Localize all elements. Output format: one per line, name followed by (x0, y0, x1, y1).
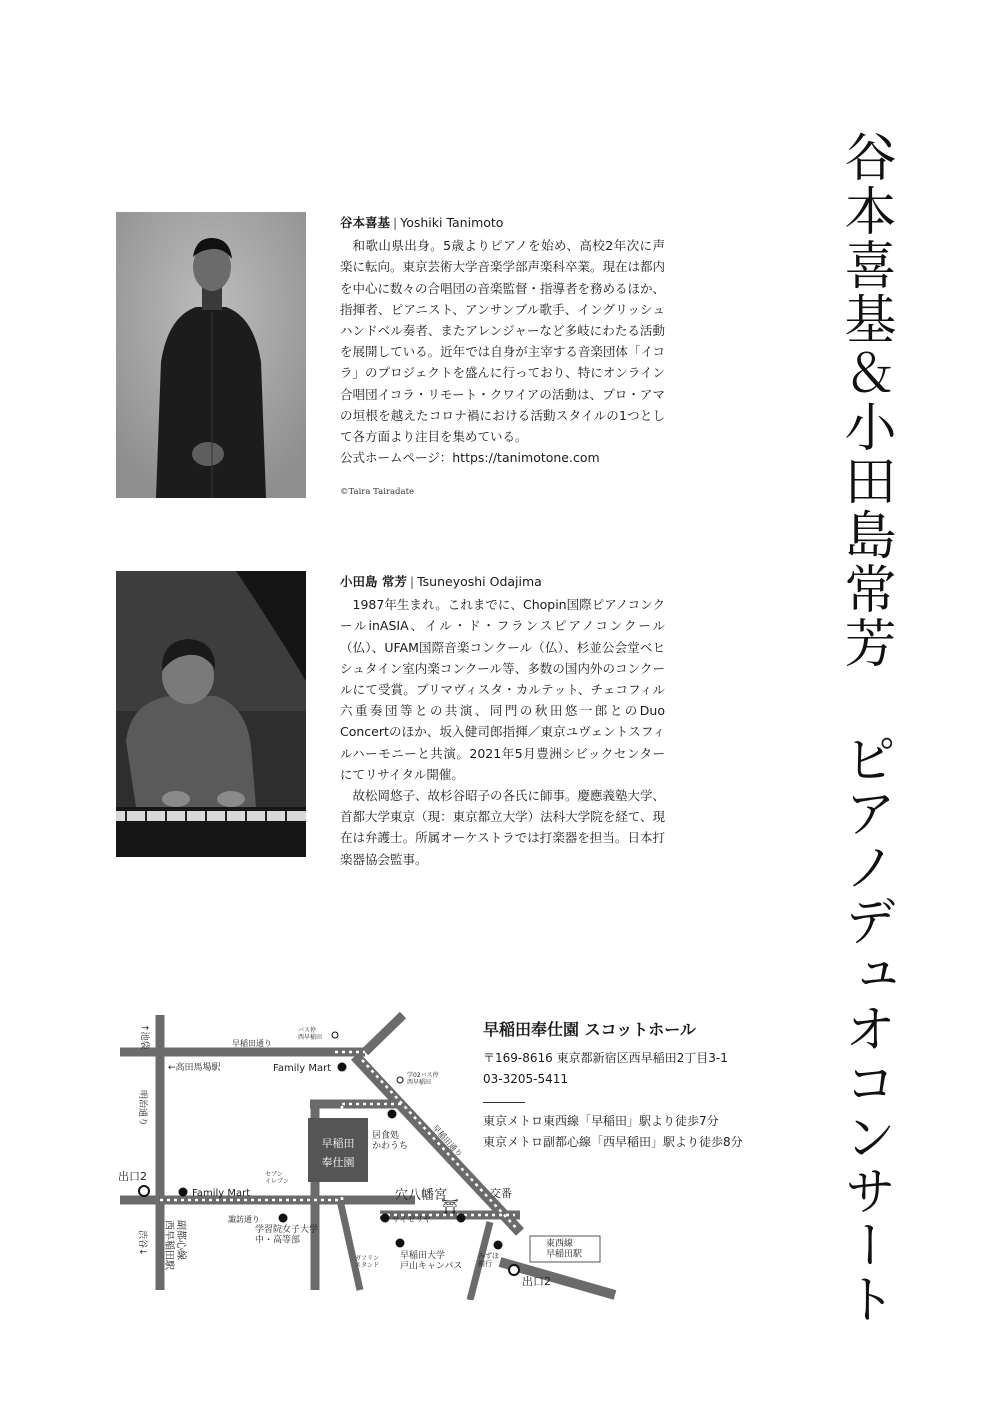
odajima-heading (340, 571, 665, 592)
name-separator: | (393, 215, 398, 230)
map-label-tozai-line: 東西線早稲田駅 (546, 1239, 583, 1260)
map-label-suwa-dori: 諏訪通り (228, 1215, 260, 1224)
venue-phone: 03-3205-5411 (483, 1072, 569, 1086)
tanimoto-bio-text: 和歌山県出身。5歳よりピアノを始め、高校2年次に声楽に転向。東京芸術大学音楽学部声楽科卒業。現在は都内を中心に数々の合唱団の音楽監督・指導者を務めるほか、指揮者、ピアニスト、アンサンブル歌手、イングリッシュハンドベル奏者、またアレンジャーなど多岐にわたる活動を展開している。近年では自身が主宰する音楽団体「イコラ」のプロジェクトを盛んに行っており、特にオンライン合唱団イコラ・リモート・クワイアの活動は、プロ・アマの垣根を越えたコロナ禍における活動スタイルの1つとして各方面より注目を集めている。 (340, 238, 666, 445)
map-label-fukutoshin-line: 副都心線 (175, 1220, 186, 1260)
hoshien-label-1: 早稲田 (321, 1137, 355, 1150)
title-line-1: 谷本喜基＆小田島常芳 (835, 130, 895, 670)
map-label-waseda-dori: 早稲田通り (232, 1039, 272, 1048)
map-label-family-mart-bottom: Family Mart (192, 1188, 251, 1199)
odajima-bio-text-1: 1987年生まれ。これまでに、Chopin国際ピアノコンクールinASIA、イル・ド・フランスピアノコンクール（仏）、UFAM国際音楽コンクール（仏）、杉並公会堂ベヒシュタイン室内楽コンクール等、多数の国内外のコンクールにて受賞。プリマヴィスタ・カルテット、チェコフィル六重奏団等との共演、同門の秋田悠一郎とのDuo Concertのほか、坂入健司郎指揮／東京ユヴェントスフィルハーモニーと共演。2021年5月豊洲シビックセンターにてリサイタル開催。 (340, 597, 665, 782)
tanimoto-bio (340, 212, 665, 468)
tanimoto-name-en: Yoshiki Tanimoto (400, 215, 504, 230)
tanimoto-name-ja: 谷本喜基 (340, 215, 391, 230)
map-label-fukutoshin-station: 西早稲田駅 (163, 1220, 174, 1270)
map-label-koban: 交番 (490, 1187, 512, 1200)
map-label-family-mart-top: Family Mart (273, 1063, 332, 1074)
map-label-waseda-dori-diag: 早稲田通り (430, 1123, 464, 1160)
map-label-meiji-dori: 明治通り (137, 1090, 147, 1127)
tanimoto-website: 公式ホームページ：https://tanimotone.com (340, 450, 600, 466)
map-label-gakushuin: 学習院女子大学中・高等部 (255, 1225, 319, 1246)
map-label-waseda-univ: 早稲田大学戸山キャンパス (400, 1251, 463, 1272)
map-label-shibuya: 渋谷↓ (137, 1230, 147, 1256)
map-label-seven-eleven: セブンイレブン (265, 1171, 289, 1185)
concert-title (815, 130, 915, 1326)
hoshien-label-2: 奉仕園 (321, 1156, 355, 1169)
map-label-ikebukuro: ↑池袋 (139, 1024, 149, 1050)
odajima-photo (116, 571, 306, 857)
venue-name: 早稲田奉仕園 スコットホール (483, 1020, 696, 1039)
name-separator: | (409, 574, 415, 589)
map-label-exit-2-left: 出口2 (118, 1170, 147, 1183)
hoshien-building (308, 1118, 368, 1182)
map-label-bus-stop-gaku: 学02バス停西早稲田 (407, 1072, 439, 1086)
map-label-bus-stop-nishi: バス停西早稲田 (298, 1027, 323, 1041)
title-line-2: ピアノデュオコンサート (835, 732, 895, 1326)
venue-info (483, 1017, 783, 1153)
odajima-name-ja: 小田島 常芳 (340, 574, 407, 589)
photo-credit: ©Taira Tairadate (340, 487, 415, 497)
map-label-exit-2-right: 出口2 (522, 1275, 551, 1288)
tanimoto-photo (116, 212, 306, 498)
map-label-izakaya: 居食処かわうち (372, 1131, 409, 1152)
venue-address: 〒169-8616 東京都新宿区西早稲田2丁目3-1 (483, 1051, 728, 1065)
map-label-mizuho: みずほ銀行 (478, 1252, 499, 1269)
map-label-gas-stand: ガソリンスタンド (355, 1255, 380, 1269)
odajima-bio (340, 571, 665, 870)
map-label-saizeriya: サイゼリヤ (392, 1215, 432, 1224)
map-label-takadanobaba: ←高田馬場駅 (168, 1063, 221, 1073)
access-tozai: 東京メトロ東西線「早稲田」駅より徒歩7分 (483, 1114, 719, 1128)
tanimoto-heading (340, 212, 665, 233)
odajima-name-en: Tsuneyoshi Odajima (417, 574, 542, 589)
odajima-bio-text-2: 故松岡悠子、故杉谷昭子の各氏に師事。慶應義塾大学、首都大学東京（現：東京都立大学）法科大学院を経て、現在は弁護士。所属オーケストラでは打楽器を担当。日本打楽器協会監事。 (340, 788, 666, 867)
divider (483, 1102, 525, 1103)
map-label-anahachimangu: 穴八幡宮 (395, 1188, 448, 1203)
svg-text:⛩: ⛩ (441, 1199, 459, 1215)
access-fukutoshin: 東京メトロ副都心線「西早稲田」駅より徒歩8分 (483, 1135, 743, 1149)
